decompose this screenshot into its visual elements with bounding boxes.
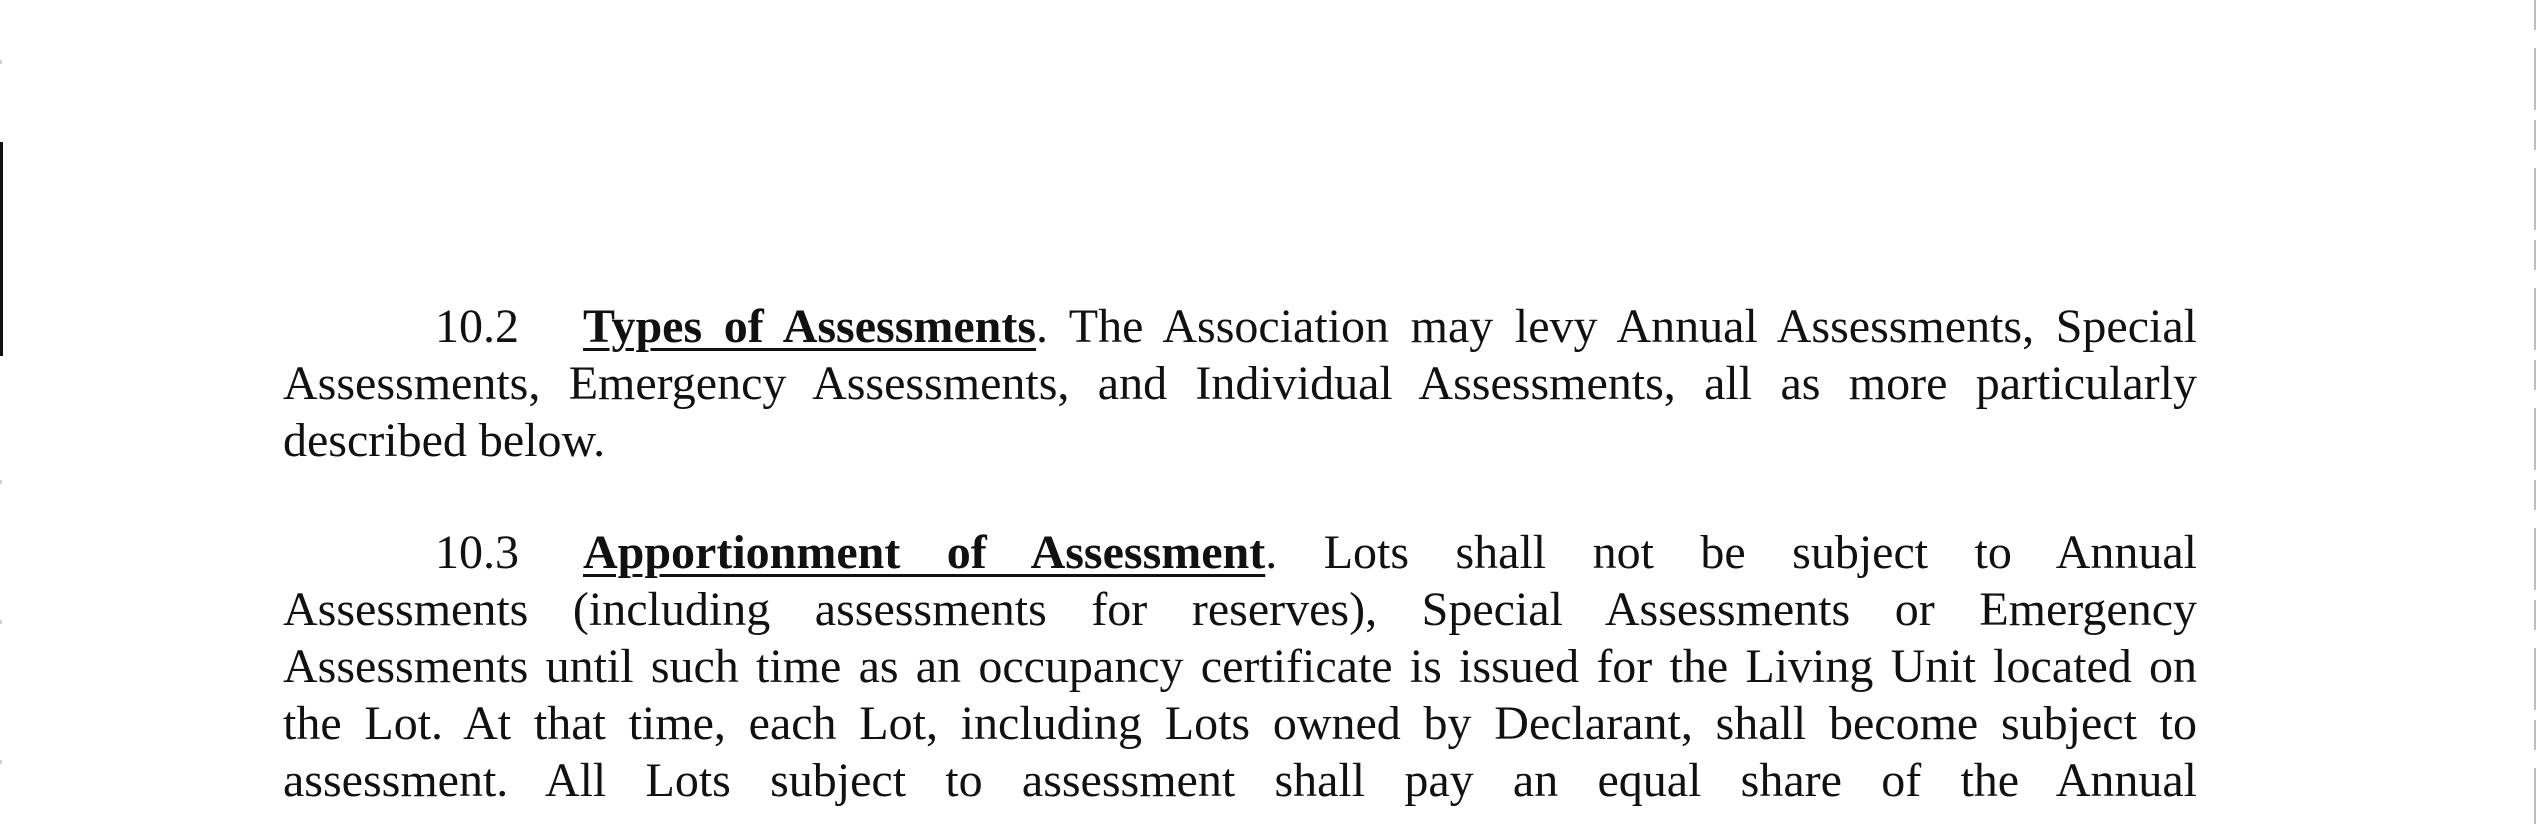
paragraph-line: assessment. All Lots subject to assessment shall pay an equal share of the Annual [283,754,2197,807]
paragraph-line: Assessments (including assessments for reserves), Special Assessments or Emergency [283,583,2197,636]
paragraph-line: Assessments until such time as an occupancy certificate is issued for the Living Unit located on [283,640,2197,693]
section-number: 10.2 [435,300,519,353]
scan-edge-left [0,0,2,824]
paragraph-line: described below. [283,414,606,467]
paragraph-line: Assessments, Emergency Assessments, and Individual Assessments, all as more particularly [283,357,2197,410]
paragraph-line: the Lot. At that time, each Lot, including Lots owned by Declarant, shall become subject to [283,697,2197,750]
line-text: . Lots shall not be subject to Annual [1265,526,2197,579]
section-heading: Apportionment of Assessment [583,526,1266,579]
section-10-2-paragraph [283,298,2197,469]
paragraph-line [283,298,2197,355]
scan-edge-right [2534,0,2536,824]
paragraph-line [283,524,2197,581]
line-text: . The Association may levy Annual Assessments, Special [1036,300,2197,353]
section-number: 10.3 [435,526,519,579]
scan-edge-mark [0,142,3,356]
section-10-3-paragraph [283,524,2197,809]
section-heading: Types of Assessments [583,300,1037,353]
